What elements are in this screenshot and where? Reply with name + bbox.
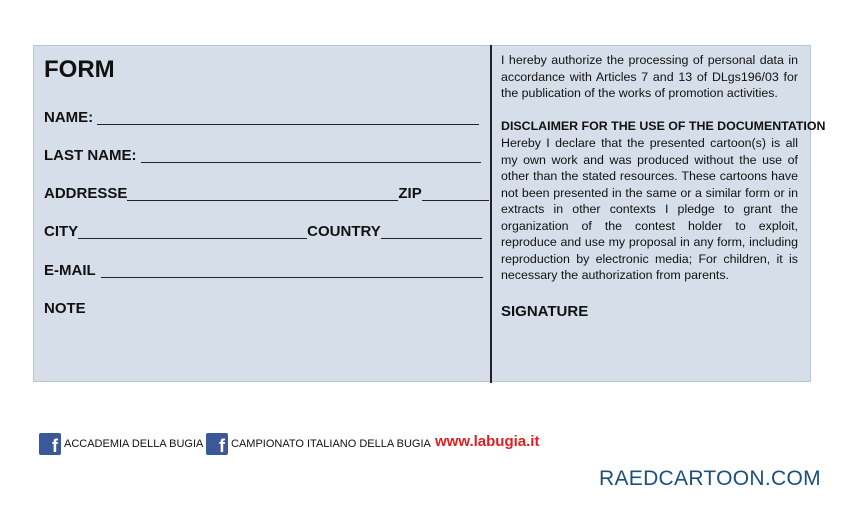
last-name-label: LAST NAME: (44, 147, 137, 164)
form-title: FORM (44, 56, 115, 83)
city-row (44, 221, 482, 241)
facebook-link-accademia[interactable] (39, 432, 203, 456)
facebook-icon: f (39, 433, 61, 455)
authorization-text: I hereby authorize the processing of personal data in accordance with Articles 7 and 13 of DLgs196/03 for the publication of the works of promotion activities. (501, 53, 798, 100)
facebook-label-accademia: ACCADEMIA DELLA BUGIA (64, 438, 204, 450)
last-name-row (44, 145, 481, 165)
disclaimer-title: DISCLAIMER FOR THE USE OF THE DOCUMENTATION (501, 119, 826, 133)
signature-label: SIGNATURE (501, 303, 589, 320)
name-label: NAME: (44, 109, 94, 126)
column-divider (490, 45, 492, 383)
last-name-field[interactable] (141, 148, 481, 163)
address-field[interactable] (127, 186, 398, 201)
city-label: CITY (44, 223, 79, 240)
address-row (44, 183, 489, 203)
brand-watermark: RAEDCARTOON.COM (599, 467, 821, 490)
name-field[interactable] (97, 110, 479, 125)
website-link[interactable]: www.labugia.it (435, 433, 540, 450)
city-field[interactable] (78, 224, 307, 239)
zip-label: ZIP (398, 185, 422, 202)
note-label: NOTE (44, 300, 86, 317)
email-field[interactable] (101, 263, 483, 278)
name-row (44, 107, 479, 127)
country-label: COUNTRY (307, 223, 381, 240)
address-label: ADDRESSE (44, 185, 128, 202)
country-field[interactable] (381, 224, 482, 239)
email-row (44, 260, 483, 280)
facebook-icon: f (206, 433, 228, 455)
email-label: E-MAIL (44, 262, 96, 279)
facebook-label-campionato: CAMPIONATO ITALIANO DELLA BUGIA (231, 438, 431, 450)
disclaimer-text: Hereby I declare that the presented cartoon(s) is all my own work and was produced without the use of other than the stated resources. These cartoons have not been presented in the same or a similar form or in extracts in other contexts I pledge to grant the organization of the contest holder to exploit, reproduce and use my proposal in any form, including reproduction by electronic media; For children, it is necessary the authorization from parents. (501, 136, 798, 282)
zip-field[interactable] (422, 186, 489, 201)
facebook-link-campionato[interactable] (206, 432, 431, 456)
note-row (44, 298, 86, 318)
